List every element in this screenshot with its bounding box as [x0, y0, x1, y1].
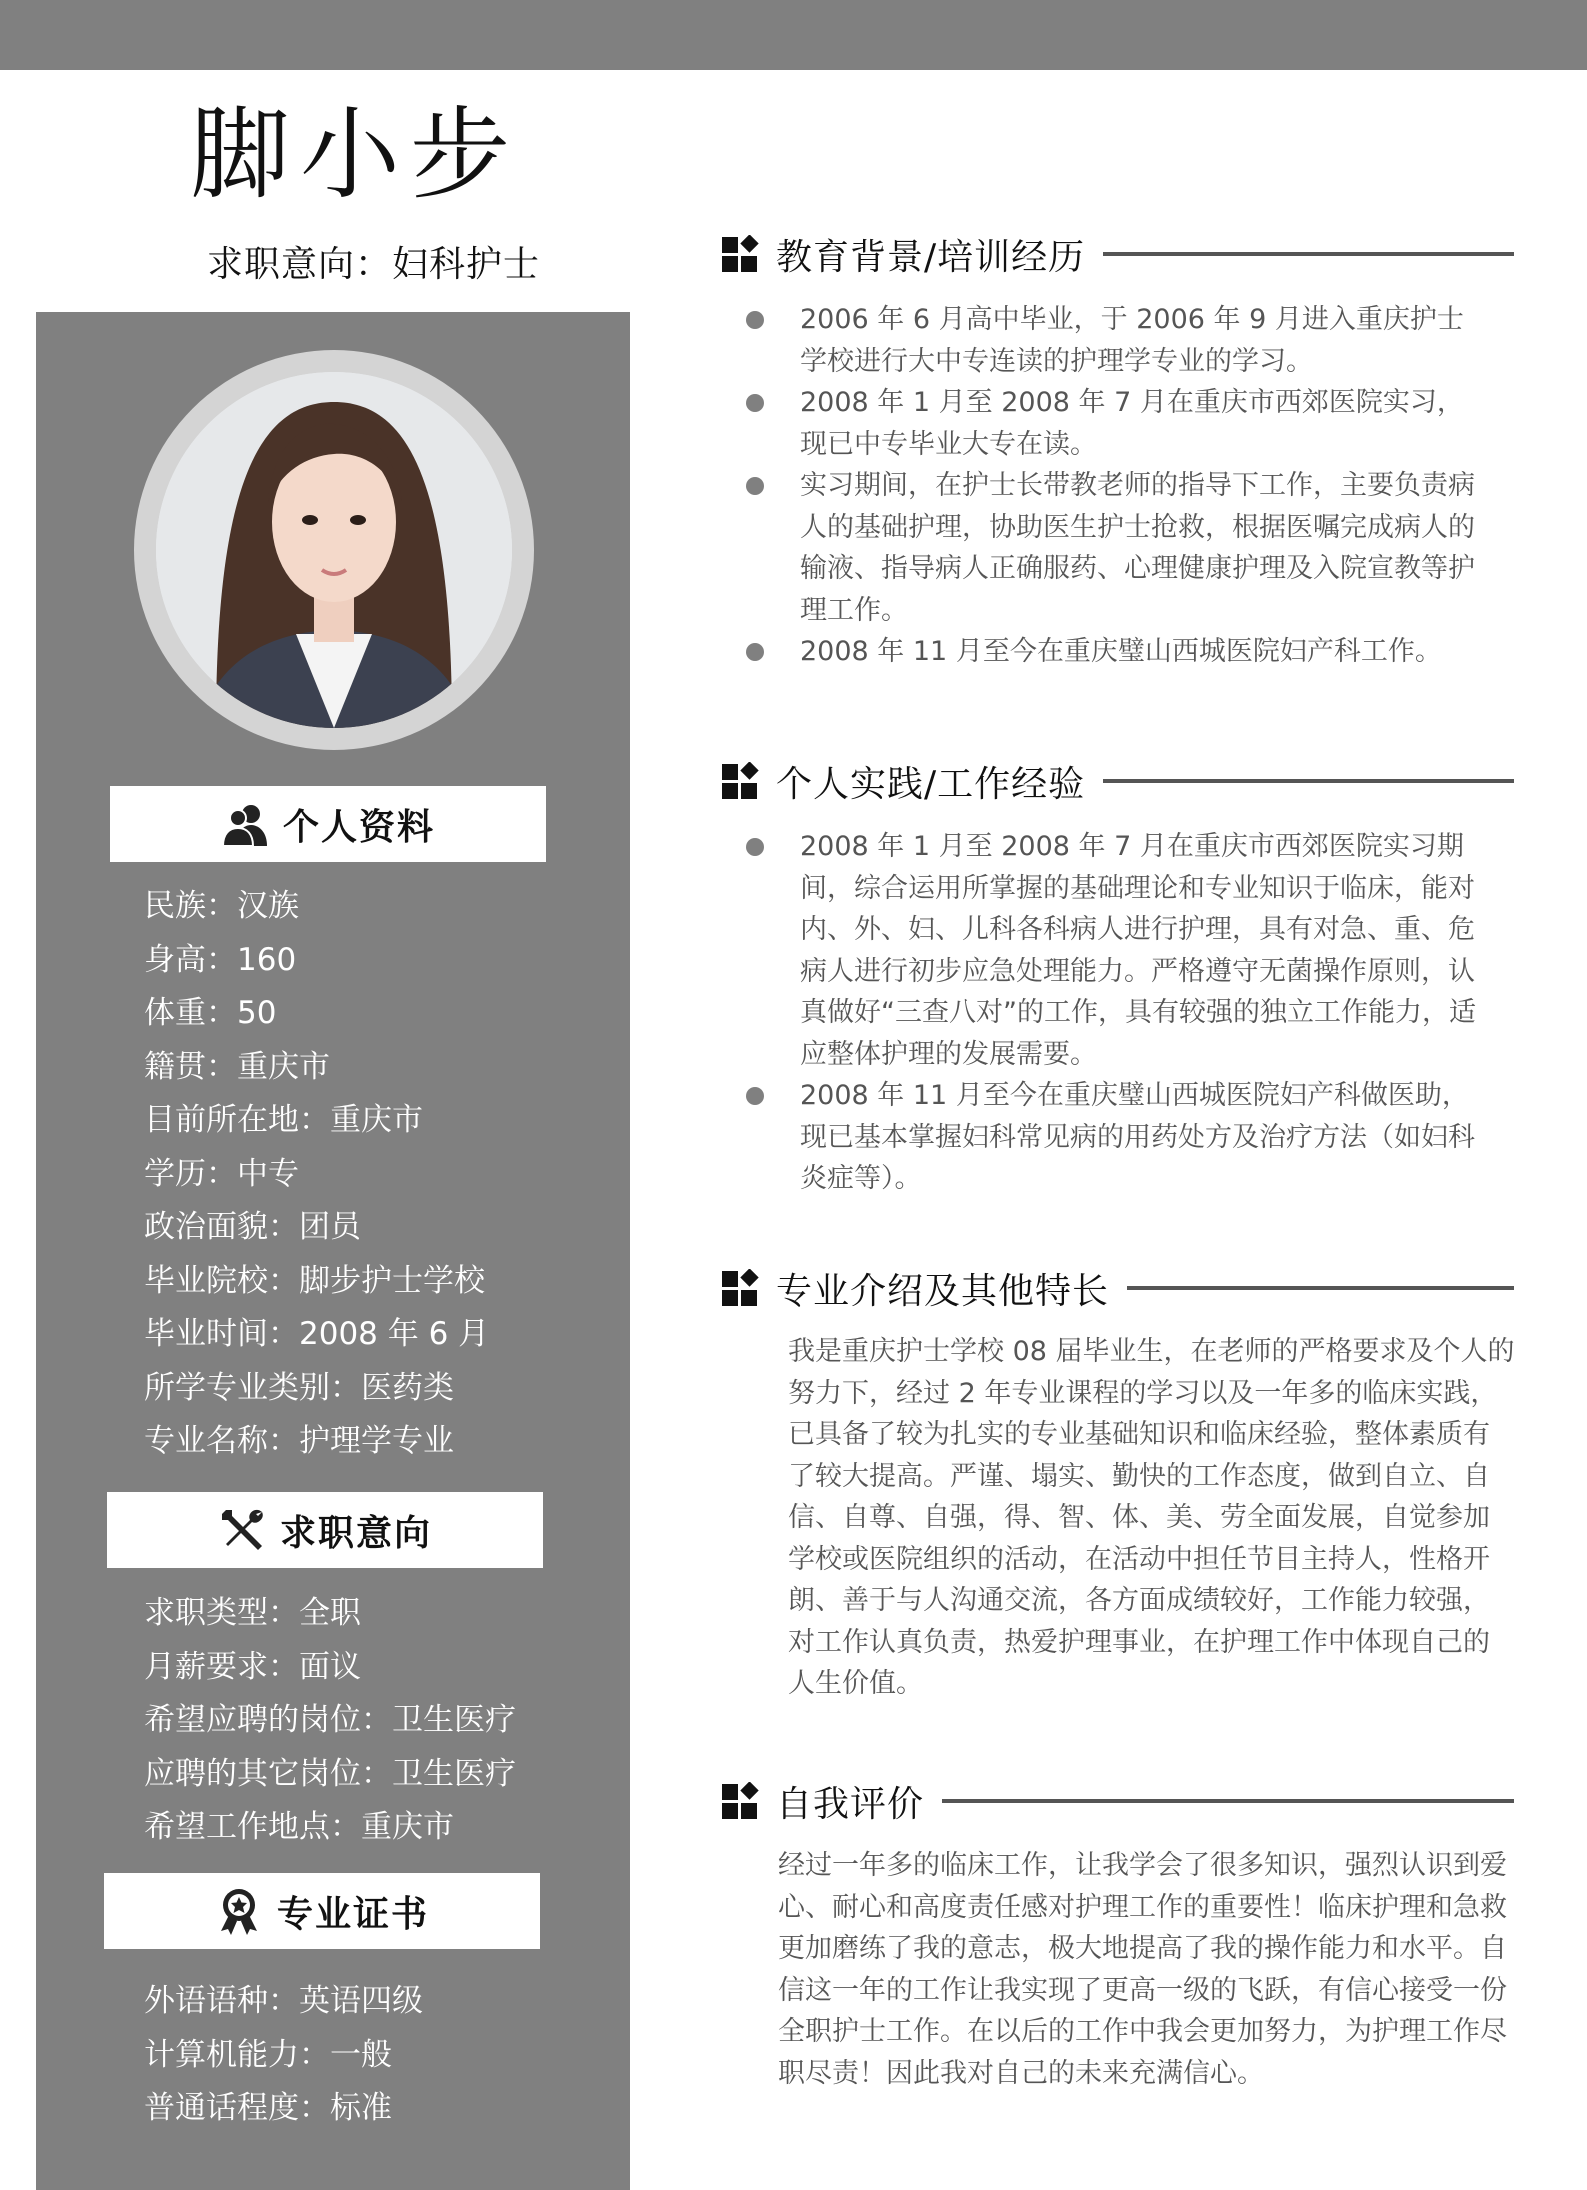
list-item: 政治面貌：团员: [144, 1209, 361, 1245]
list-item: [742, 382, 1480, 465]
specialty-text: 我是重庆护士学校 08 届毕业生，在老师的严格要求及个人的努力下，经过 2 年专业课程的学习以及一年多的临床实践，已具备了较为扎实的专业基础知识和临床经验，整体素质有了较大提高。严谨、塌实、勤快的工作态度，做到自立、自信、自尊、自强，得、智、体、美、劳全面发展，自觉参加学校或医院组织的活动，在活动中担任节目主持人，性格开朗、善于与人沟通交流，各方面成绩较好，工作能力较强，对工作认真负责，热爱护理事业，在护理工作中体现自己的人生价值。: [788, 1336, 1515, 1699]
list-item: 外语语种：英语四级: [144, 1983, 423, 2019]
job-intent-section-title: 求职意向: [279, 1512, 432, 1554]
list-item-text: 2008 年 11 月至今在重庆璧山西城医院妇产科工作。: [800, 636, 1442, 667]
list-item: 毕业时间：2008 年 6 月: [144, 1316, 490, 1352]
list-item-text: 2008 年 1 月至 2008 年 7 月在重庆市西郊医院实习，现已中专毕业大专在读。: [800, 387, 1464, 460]
bullet-dot: [746, 394, 764, 412]
bullet-dot: [746, 477, 764, 495]
job-intent-header: [107, 1492, 543, 1568]
section-blocks-icon: [722, 1782, 760, 1820]
bullet-dot: [746, 643, 764, 661]
bullet-dot: [746, 311, 764, 329]
section-blocks-icon: [722, 1269, 760, 1307]
section-divider: [1103, 252, 1514, 256]
certificates-list: [144, 1975, 423, 2136]
certificates-header: [104, 1873, 540, 1949]
list-item: 籍贯：重庆市: [144, 1048, 330, 1085]
award-icon: [215, 1887, 263, 1935]
list-item-text: 实习期间，在护士长带教老师的指导下工作，主要负责病人的基础护理，协助医生护士抢救，根据医嘱完成病人的输液、指导病人正确服药、心理健康护理及入院宣教等护理工作。: [800, 470, 1475, 626]
specialty-title: 专业介绍及其他特长: [776, 1270, 1110, 1312]
certificates-title: 专业证书: [276, 1893, 429, 1935]
list-item: 应聘的其它岗位：卫生医疗: [144, 1755, 516, 1792]
self-eval-title: 自我评价: [776, 1783, 925, 1825]
list-item: 毕业院校：脚步护士学校: [144, 1262, 485, 1299]
list-item: [742, 465, 1480, 631]
specialty-section-title: [722, 1263, 1514, 1313]
tools-icon: [218, 1506, 266, 1554]
education-list: [742, 299, 1480, 673]
bullet-dot: [746, 838, 764, 856]
section-blocks-icon: [722, 762, 760, 800]
top-bar: [0, 0, 1587, 70]
list-item: 月薪要求：面议: [144, 1648, 361, 1685]
list-item: 所学专业类别：医药类: [144, 1369, 454, 1406]
list-item: 民族：汉族: [144, 888, 299, 924]
practice-title: 个人实践/工作经验: [776, 763, 1086, 805]
education-section-title: [722, 229, 1514, 279]
section-divider: [1127, 1286, 1514, 1290]
job-intent-title: 求职意向：妇科护士: [207, 244, 541, 285]
self-eval-section-title: [722, 1776, 1514, 1826]
list-item: [742, 1075, 1480, 1200]
list-item-text: 2006 年 6 月高中毕业，于 2006 年 9 月进入重庆护士学校进行大中专连读的护理学专业的学习。: [800, 304, 1464, 377]
job-intent-list: [144, 1587, 516, 1855]
education-title: 教育背景/培训经历: [776, 236, 1086, 278]
personal-info-header: [110, 786, 546, 862]
list-item: 求职类型：全职: [144, 1595, 361, 1631]
people-icon: [221, 800, 269, 848]
practice-list: [742, 826, 1480, 1200]
list-item: [742, 299, 1480, 382]
list-item: [742, 631, 1480, 673]
list-item: 计算机能力：一般: [144, 2036, 392, 2073]
bullet-dot: [746, 1087, 764, 1105]
list-item-text: 2008 年 1 月至 2008 年 7 月在重庆市西郊医院实习期间，综合运用所掌握的基础理论和专业知识于临床，能对内、外、妇、儿科各科病人进行护理，具有对急、重、危病人进行初步应急处理能力。严格遵守无菌操作原则，认真做好“三查八对”的工作，具有较强的独立工作能力，适应整体护理的发展需要。: [800, 831, 1476, 1070]
list-item: 目前所在地：重庆市: [144, 1102, 423, 1138]
list-item: 身高：160: [144, 941, 297, 978]
practice-section-title: [722, 756, 1514, 806]
section-blocks-icon: [722, 235, 760, 273]
list-item: 专业名称：护理学专业: [144, 1423, 454, 1459]
list-item: 体重：50: [144, 995, 277, 1031]
section-divider: [1103, 779, 1514, 783]
list-item: 普通话程度：标准: [144, 2090, 392, 2126]
list-item: 希望应聘的岗位：卫生医疗: [144, 1702, 516, 1738]
list-item: [742, 826, 1480, 1075]
personal-info-list: [144, 880, 489, 1469]
candidate-name: 脚小步: [190, 96, 520, 213]
list-item: 学历：中专: [144, 1155, 299, 1192]
list-item: 希望工作地点：重庆市: [144, 1809, 454, 1845]
profile-photo: [156, 372, 512, 728]
list-item-text: 2008 年 11 月至今在重庆璧山西城医院妇产科做医助，现已基本掌握妇科常见病的用药处方及治疗方法（如妇科炎症等）。: [800, 1080, 1475, 1194]
self-eval-text: 经过一年多的临床工作，让我学会了很多知识，强烈认识到爱心、耐心和高度责任感对护理工作的重要性！临床护理和急救更加磨练了我的意志，极大地提高了我的操作能力和水平。自信这一年的工作让我实现了更高一级的飞跃，有信心接受一份全职护士工作。在以后的工作中我会更加努力，为护理工作尽职尽责！因此我对自己的未来充满信心。: [778, 1850, 1507, 2089]
personal-info-title: 个人资料: [282, 806, 435, 848]
section-divider: [942, 1799, 1514, 1803]
